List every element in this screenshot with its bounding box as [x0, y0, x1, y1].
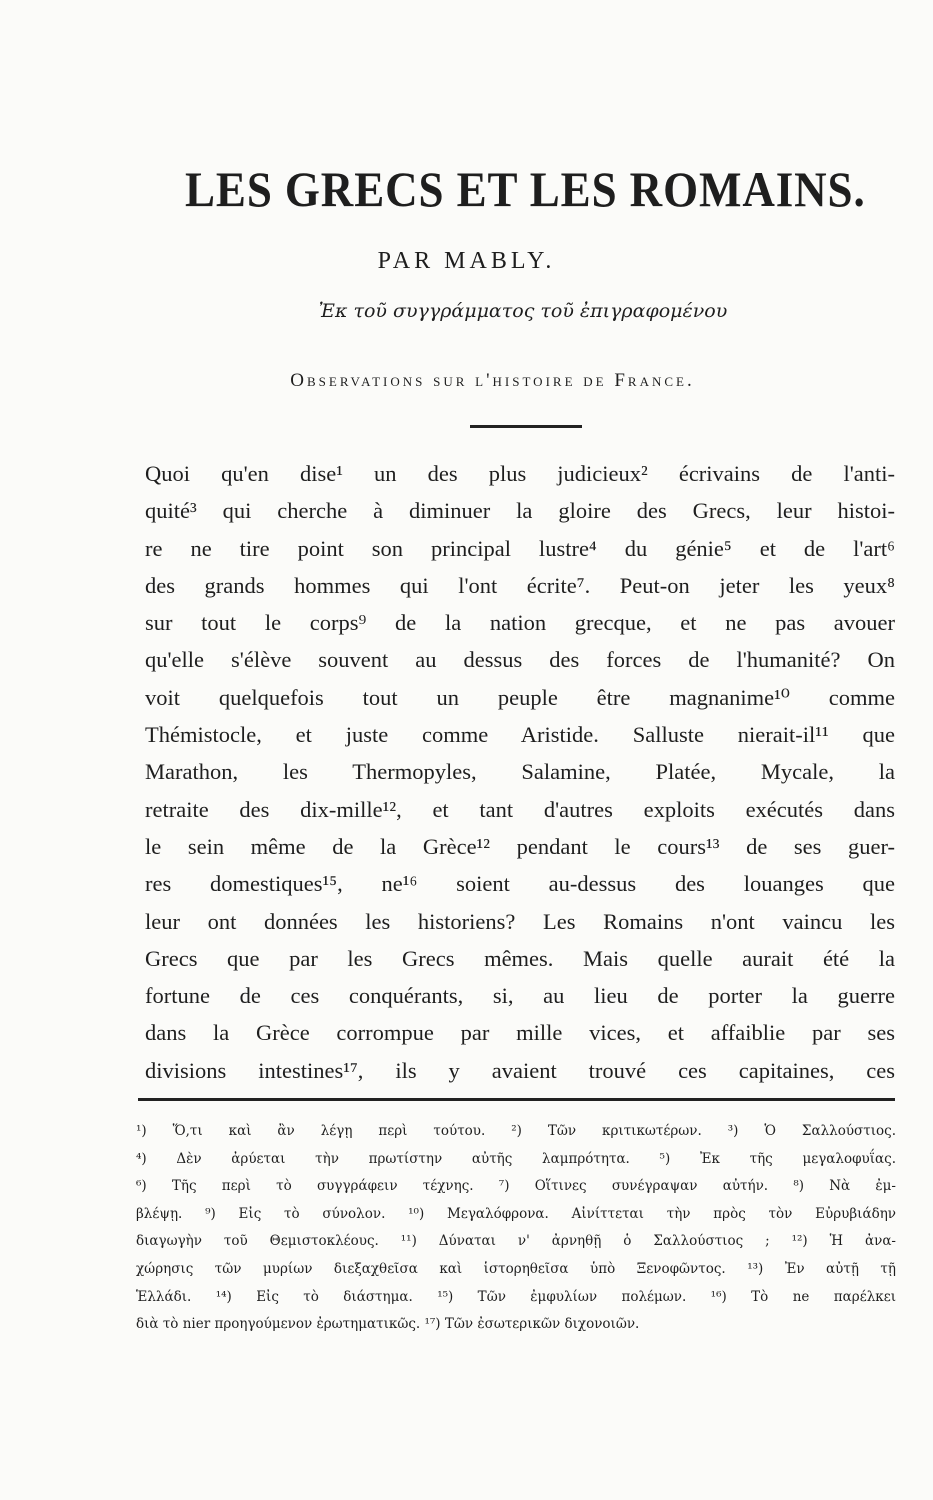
body-line: re ne tire point son principal lustre⁴ du génie⁵ et de l'art⁶ [145, 535, 895, 561]
body-line: leur ont données les historiens? Les Romains n'ont vaincu les [145, 908, 895, 934]
body-line: voit quelquefois tout un peuple être magnanime¹⁰ comme [145, 684, 895, 710]
body-line: Grecs que par les Grecs mêmes. Mais quelle aurait été la [145, 945, 895, 971]
page-title: LES GRECS ET LES ROMAINS. [185, 161, 866, 217]
body-line: divisions intestines¹⁷, ils y avaient trouvé ces capitaines, ces [145, 1057, 895, 1083]
author-line: PAR MABLY. [377, 248, 556, 274]
body-line: dans la Grèce corrompue par mille vices, et affaiblie par ses [145, 1020, 895, 1046]
body-line: fortune de ces conquérants, si, au lieu de porter la guerre [145, 983, 895, 1009]
footnote-line: διαγωγὴν τοῦ Θεμιστοκλέους. ¹¹) Δύναται ν' ἀρνηθῇ ὁ Σαλλούστιος ; ¹²) Ἡ ἀνα- [136, 1233, 896, 1250]
body-line: Thémistocle, et juste comme Aristide. Salluste nierait-il¹¹ que [145, 722, 895, 748]
body-line: le sein même de la Grèce¹² pendant le cours¹³ de ses guer- [145, 833, 895, 859]
body-line: retraite des dix-mille¹², et tant d'autres exploits exécutés dans [145, 796, 895, 822]
footnote-divider [138, 1098, 895, 1101]
footnote-line: διὰ τὸ nier προηγούμενον ἐρωτηματικῶς. ¹⁷) Τῶν ἐσωτερικῶν διχονοιῶν. [136, 1316, 640, 1333]
footnote-line: Ἑλλάδι. ¹⁴) Εἰς τὸ διάστημα. ¹⁵) Τῶν ἐμφυλίων πολέμων. ¹⁶) Τὸ ne παρέλκει [136, 1288, 896, 1305]
section-heading: Observations sur l'histoire de France. [290, 370, 695, 391]
footnote-line: ⁶) Τῆς περὶ τὸ συγγράφειν τέχνης. ⁷) Οἵτινες συνέγραψαν αὐτήν. ⁸) Νὰ ἐμ- [136, 1178, 896, 1195]
footnote-line: χώρησις τῶν μυρίων διεξαχθεῖσα καὶ ἱστορηθεῖσα ὑπὸ Ξενοφῶντος. ¹³) Ἐν αὐτῇ τῇ [136, 1260, 896, 1277]
footnote-line: βλέψῃ. ⁹) Εἰς τὸ σύνολον. ¹⁰) Μεγαλόφρονα. Αἰνίττεται τὴν πρὸς τὸν Εὐρυβιάδην [136, 1205, 896, 1222]
body-line: res domestiques¹⁵, ne¹⁶ soient au-dessus des louanges que [145, 871, 895, 897]
body-line: quité³ qui cherche à diminuer la gloire des Grecs, leur histoi- [145, 498, 895, 524]
body-line: Marathon, les Thermopyles, Salamine, Platée, Mycale, la [145, 759, 895, 785]
short-divider [470, 425, 582, 428]
body-text [145, 455, 895, 1089]
body-line: des grands hommes qui l'ont écrite⁷. Peut-on jeter les yeux⁸ [145, 572, 895, 598]
body-line: sur tout le corps⁹ de la nation grecque, et ne pas avouer [145, 610, 895, 636]
footnote-line: ¹) Ὅ,τι καὶ ἂν λέγῃ περὶ τούτου. ²) Τῶν κριτικωτέρων. ³) Ὁ Σαλλούστιος. [136, 1123, 896, 1139]
greek-source-note: Ἐκ τοῦ συγγράμματος τοῦ ἐπιγραφομένου [318, 300, 728, 322]
body-line: qu'elle s'élève souvent au dessus des forces de l'humanité? On [145, 647, 895, 673]
body-line: Quoi qu'en dise¹ un des plus judicieux² écrivains de l'anti- [145, 461, 895, 486]
footnotes [136, 1118, 896, 1339]
footnote-line: ⁴) Δὲν ἀρύεται τὴν πρωτίστην αὐτῆς λαμπρότητα. ⁵) Ἐκ τῆς μεγαλοφυΐας. [136, 1150, 896, 1167]
